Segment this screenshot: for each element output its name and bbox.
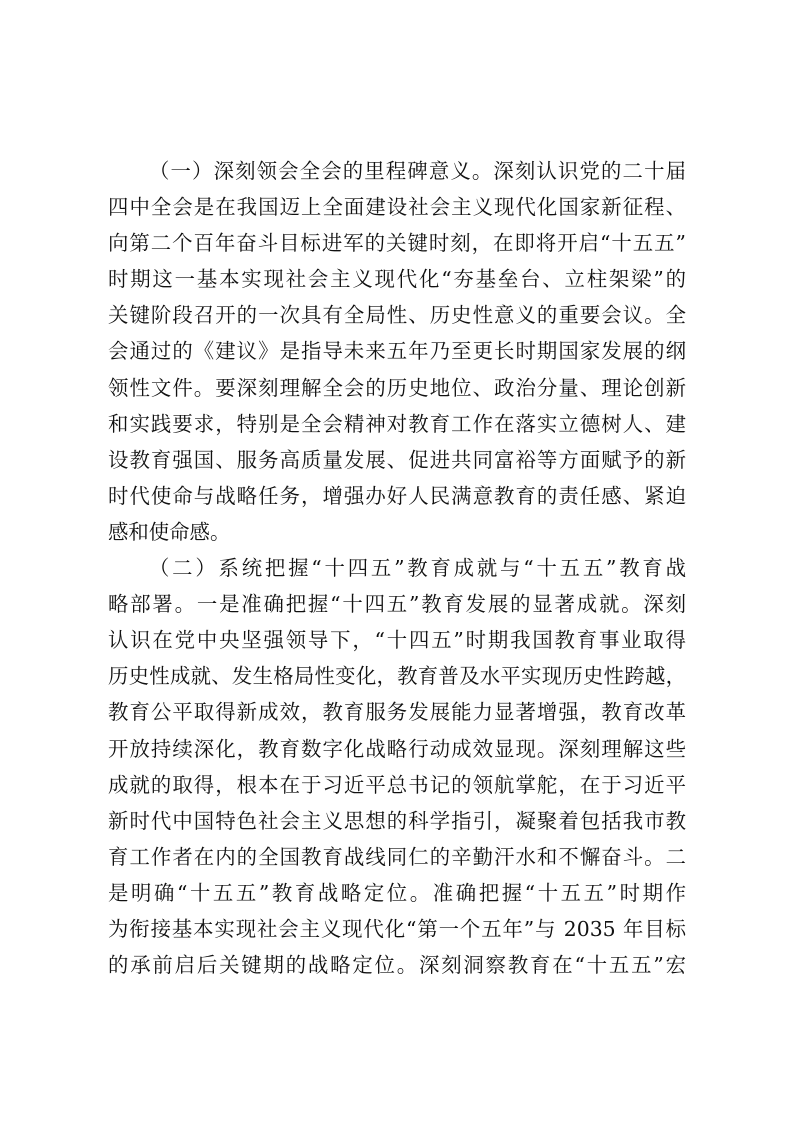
text-line: 向第二个百年奋斗目标进军的关键时刻，在即将开启“十五五”	[108, 231, 686, 256]
text-line: 会通过的《建议》是指导未来五年乃至更长时期国家发展的纲	[108, 339, 686, 364]
paragraph-education-achievements	[108, 550, 686, 983]
text-line: 四中全会是在我国迈上全面建设社会主义现代化国家新征程、	[108, 195, 686, 220]
text-line: 领性文件。要深刻理解全会的历史地位、政治分量、理论创新	[108, 375, 686, 400]
text-line: 和实践要求，特别是全会精神对教育工作在落实立德树人、建	[108, 411, 686, 436]
text-line: （二）系统把握“十四五”教育成就与“十五五”教育战	[149, 556, 686, 581]
text-line: 是明确“十五五”教育战略定位。准确把握“十五五”时期作	[108, 880, 686, 905]
text-line: （一）深刻领会全会的里程碑意义。深刻认识党的二十届	[149, 159, 686, 183]
text-line: 成就的取得，根本在于习近平总书记的领航掌舵，在于习近平	[108, 772, 686, 797]
paragraph-milestone-significance	[108, 153, 686, 550]
text-line: 的承前启后关键期的战略定位。深刻洞察教育在“十五五”宏	[108, 953, 686, 978]
text-line: 育工作者在内的全国教育战线同仁的辛勤汗水和不懈奋斗。二	[108, 844, 686, 869]
text-line: 感和使命感。	[108, 519, 231, 544]
text-line: 新时代中国特色社会主义思想的科学指引，凝聚着包括我市教	[108, 808, 686, 833]
text-line: 时期这一基本实现社会主义现代化“夯基垒台、立柱架梁”的	[108, 267, 686, 292]
document-body	[108, 153, 686, 983]
text-line: 关键阶段召开的一次具有全局性、历史性意义的重要会议。全	[108, 303, 686, 328]
text-line: 为衔接基本实现社会主义现代化“第一个五年”与 2035 年目标	[108, 916, 686, 941]
text-line: 教育公平取得新成效，教育服务发展能力显著增强，教育改革	[108, 700, 686, 725]
text-line: 时代使命与战略任务，增强办好人民满意教育的责任感、紧迫	[108, 483, 686, 508]
text-line: 历史性成就、发生格局性变化，教育普及水平实现历史性跨越，	[108, 664, 686, 689]
text-line: 认识在党中央坚强领导下，“十四五”时期我国教育事业取得	[108, 628, 686, 653]
text-line: 略部署。一是准确把握“十四五”教育发展的显著成就。深刻	[108, 592, 686, 617]
text-line: 设教育强国、服务高质量发展、促进共同富裕等方面赋予的新	[108, 447, 686, 472]
text-line: 开放持续深化，教育数字化战略行动成效显现。深刻理解这些	[108, 736, 686, 761]
